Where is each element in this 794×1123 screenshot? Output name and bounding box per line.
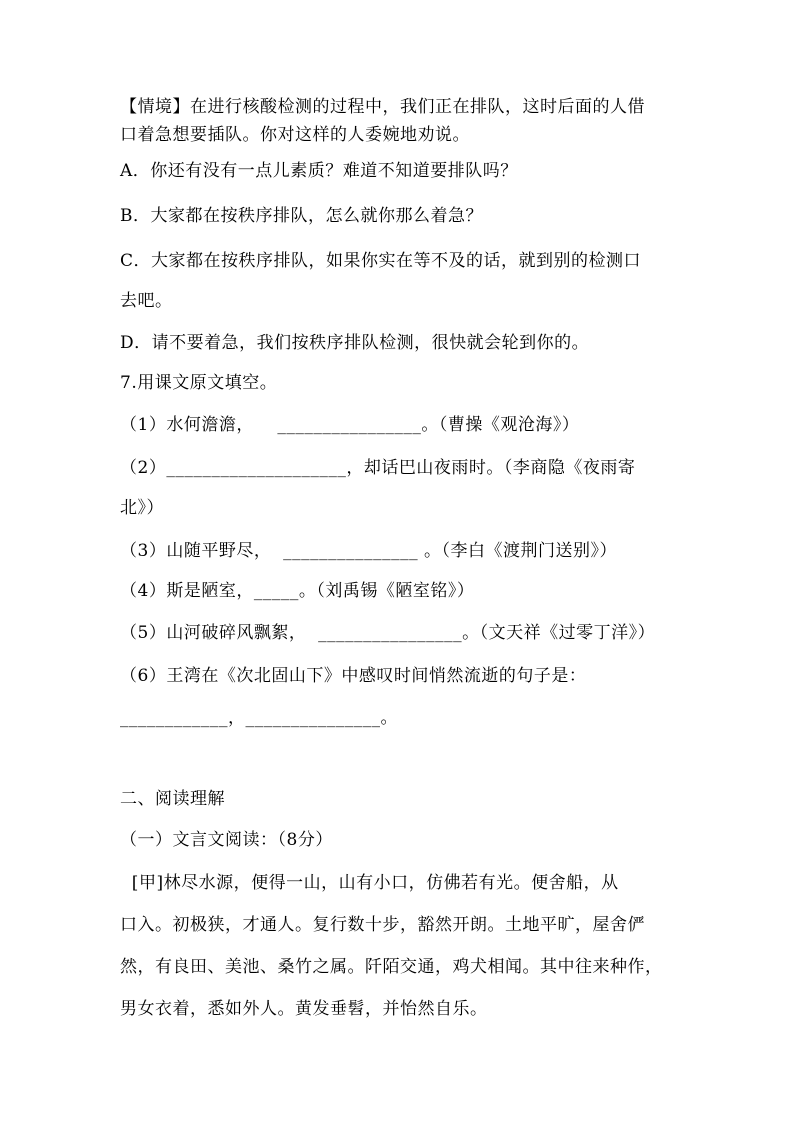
passage-line-1: [甲]林尽水源，便得一山，山有小口，仿佛若有光。便舍船，从: [120, 873, 619, 893]
scenario-line-2: 口着急想要插队。你对这样的人委婉地劝说。: [120, 125, 470, 145]
q7-item-3: （3）山随平野尽， _______________ 。（李白《渡荆门送别》）: [120, 541, 618, 561]
option-a: A．你还有没有一点儿素质？难道不知道要排队吗？: [120, 161, 518, 181]
section-2-subheading: （一）文言文阅读：（8分）: [120, 830, 333, 850]
passage-line-3: 然，有良田、美池、桑竹之属。阡陌交通，鸡犬相闻。其中往来种作，: [120, 957, 663, 977]
section-2-heading: 二、阅读理解: [120, 789, 225, 809]
q7-item-4: （4）斯是陋室，_____。（刘禹锡《陋室铭》）: [120, 581, 475, 601]
question-7-title: 7.用课文原文填空。: [120, 373, 278, 393]
option-d: D．请不要着急，我们按秩序排队检测，很快就会轮到你的。: [120, 333, 590, 353]
q7-item-5: （5）山河破碎风飘絮， ________________。（文天祥《过零丁洋》）: [120, 623, 656, 643]
option-c-line-2: 去吧。: [120, 291, 173, 311]
option-b: B．大家都在按秩序排队，怎么就你那么着急？: [120, 206, 483, 226]
scenario-line-1: 【情境】在进行核酸检测的过程中，我们正在排队，这时后面的人借: [120, 97, 645, 117]
q7-item-1: （1）水何澹澹， ________________。（曹操《观沧海》）: [120, 415, 580, 435]
passage-line-2: 口入。初极狭，才通人。复行数十步，豁然开朗。土地平旷，屋舍俨: [120, 915, 645, 935]
q7-item-2-line-1: （2）____________________，却话巴山夜雨时。（李商隐《夜雨寄: [120, 458, 636, 478]
q7-item-6-line-2: ____________，_______________。: [120, 708, 398, 728]
q7-item-6-line-1: （6）王湾在《次北固山下》中感叹时间悄然流逝的句子是：: [120, 666, 587, 686]
passage-line-4: 男女衣着，悉如外人。黄发垂髫，并怡然自乐。: [120, 999, 488, 1019]
option-c-line-1: C．大家都在按秩序排队，如果你实在等不及的话，就到别的检测口: [120, 251, 642, 271]
q7-item-2-line-2: 北》）: [120, 498, 164, 518]
